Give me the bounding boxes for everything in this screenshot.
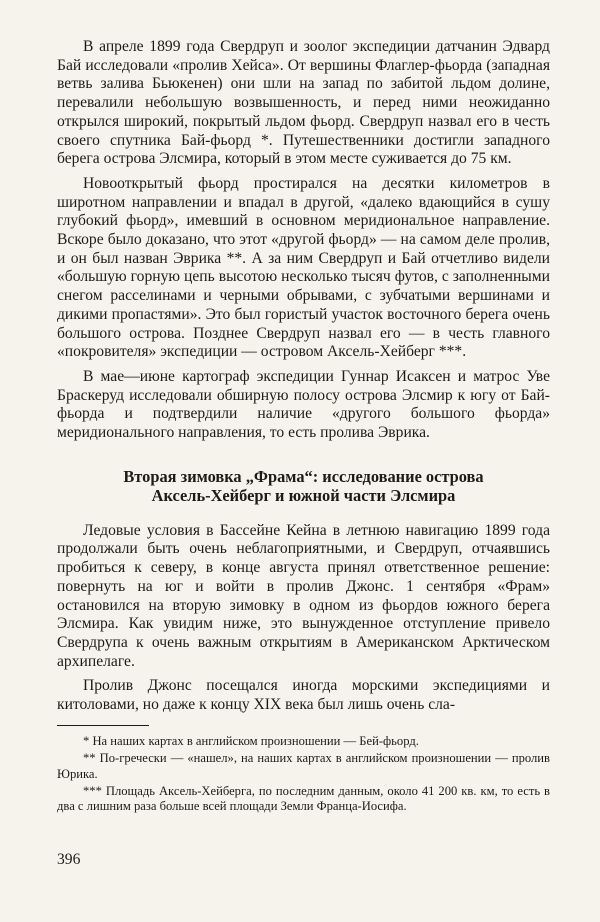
heading-line-2: Аксель-Хейберг и южной части Элсмира: [151, 486, 456, 506]
footnote-2: ** По-гречески — «нашел», на наших картах в английском произношении — пролив Юрика.: [57, 751, 550, 781]
paragraph-5: Пролив Джонс посещался иногда морскими экспедициями и китоловами, но даже к концу XIX века был лишь очень сла-: [57, 677, 550, 714]
footnote-divider: [57, 725, 149, 726]
section-heading: [57, 467, 550, 506]
heading-line-1: Вторая зимовка „Фрама“: исследование острова: [123, 466, 484, 486]
footnote-3: *** Площадь Аксель-Хейберга, по последним данным, около 41 200 кв. км, то есть в два с лишним раза больше всей площади Земли Франца-Иосифа.: [57, 784, 550, 814]
page-number: 396: [57, 851, 81, 868]
footnote-1: * На наших картах в английском произношении — Бей-фьорд.: [83, 733, 419, 748]
paragraph-1: В апреле 1899 года Свердруп и зоолог экспедиции датчанин Эдвард Бай исследовали «пролив Хейса». От вершины Флаглер-фьорда (западная ветвь залива Бьюкенен) они шли на запад по забитой льдом долине, перевалили небольшую возвышенность, и перед ними неожиданно открылся широкий, покрытый льдом фьорд. Свердруп назвал его в честь своего спутника Бай-фьорд *. Путешественники достигли западного берега острова Элсмира, который в этом месте суживается до 75 км.: [57, 38, 550, 168]
paragraph-2: Новооткрытый фьорд простирался на десятки километров в широтном направлении и впадал в другой, «далеко вдающийся в сушу глубокий фьорд», имевший в основном меридиональное направление. Вскоре было доказано, что этот «другой фьорд» — на самом деле пролив, и он был назван Эврика **. А за ним Свердруп и Бай отчетливо видели «большую горную цепь высотою несколько тысяч футов, с заполненными снегом расселинами и черными обрывами, с зубчатыми вершинами и дикими пропастями». Это был гористый участок восточного берега очень большого острова. Позднее Свердруп назвал его — в честь главного «покровителя» экспедиции — островом Аксель-Хейберг ***.: [57, 174, 550, 361]
paragraph-3: В мае—июне картограф экспедиции Гуннар Исаксен и матрос Уве Браскеруд исследовали обширную полосу острова Элсмир к югу от Бай-фьорда и подтвердили наличие «другого большого фьорда» меридионального направления, то есть пролива Эврика.: [57, 367, 550, 442]
paragraph-4: Ледовые условия в Бассейне Кейна в летнюю навигацию 1899 года продолжали быть очень неблагоприятными, и Свердруп, отчаявшись пробиться к северу, в конце августа принял ответственное решение: повернуть на юг и войти в пролив Джонс. 1 сентября «Фрам» остановился на вторую зимовку в одном из фьордов южного берега Элсмира. Как увидим ниже, это вынужденное отступление привело Свердрупа к очень важным открытиям в Американском Арктическом архипелаге.: [57, 521, 550, 670]
page-body: [57, 38, 550, 817]
footnotes: [57, 734, 550, 815]
